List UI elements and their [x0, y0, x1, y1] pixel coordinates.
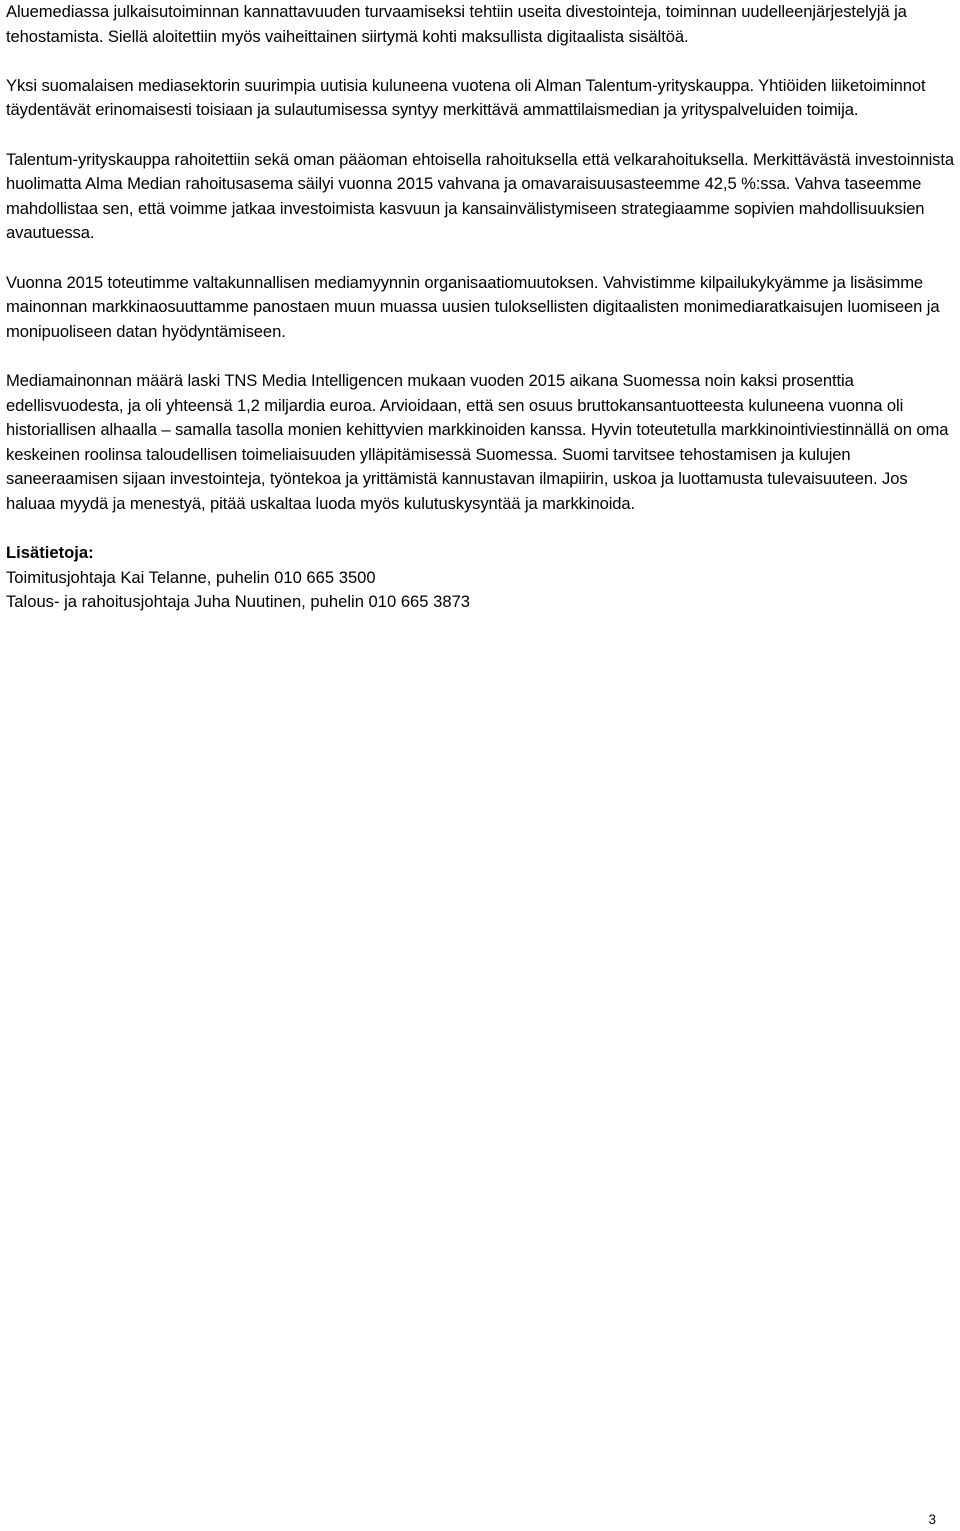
- paragraph-regional-media: Aluemediassa julkaisutoiminnan kannattavuuden turvaamiseksi tehtiin useita divestointeja, toiminnan uudelleenjärjestelyjä ja tehostamista. Siellä aloitettiin myös vaiheittainen siirtymä kohti maksullista digitaalista sisältöä.: [6, 2, 907, 46]
- contact-info: [6, 541, 958, 615]
- paragraph-financing: Talentum-yrityskauppa rahoitettiin sekä oman pääoman ehtoisella rahoituksella että velkarahoituksella. Merkittävästä investoinnista huolimatta Alma Median rahoitusasema säilyi vuonna 2015 vahvana ja omavaraisuusasteemme 42,5 %:ssa. Vahva taseemme mahdollistaa sen, että voimme jatkaa investoimista kasvuun ja kansainvälistymiseen strategiaamme sopivien mahdollisuuksien avautuessa.: [6, 149, 955, 243]
- page-number: 3: [928, 1512, 936, 1527]
- contact-heading: Lisätietoja:: [6, 543, 94, 563]
- paragraph-media-sales: Vuonna 2015 toteutimme valtakunnallisen mediamyynnin organisaatiomuutoksen. Vahvistimme kilpailukykyämme ja lisäsimme mainonnan markkinaosuuttamme panostaen muun muassa uusien tuloksellisten digitaalisten monimediaratkaisujen luomiseen ja monipuoliseen datan hyödyntämiseen.: [6, 272, 940, 341]
- document-page: [6, 0, 958, 615]
- contact-ceo: Toimitusjohtaja Kai Telanne, puhelin 010 665 3500: [6, 567, 376, 587]
- contact-cfo: Talous- ja rahoitusjohtaja Juha Nuutinen, puhelin 010 665 3873: [6, 592, 471, 612]
- paragraph-advertising-market: Mediamainonnan määrä laski TNS Media Intelligencen mukaan vuoden 2015 aikana Suomessa noin kaksi prosenttia edellisvuodesta, ja oli yhteensä 1,2 miljardia euroa. Arvioidaan, että sen osuus bruttokansantuotteesta kuluneena vuonna oli historiallisen alhaalla – samalla tasolla monien kehittyvien markkinoiden kanssa. Hyvin toteutetulla markkinointiviestinnällä on oma keskeinen roolinsa taloudellisen toimeliaisuuden ylläpitämisessä Suomessa. Suomi tarvitsee tehostamisen ja kulujen saneeraamisen sijaan investointeja, työntekoa ja yrittämistä kannustavan ilmapiirin, uskoa ja luottamusta tulevaisuuteen. Jos haluaa myydä ja menestyä, pitää uskaltaa luoda myös kulutuskysyntää ja markkinoida.: [6, 370, 949, 513]
- paragraph-talentum-acquisition: Yksi suomalaisen mediasektorin suurimpia uutisia kuluneena vuotena oli Alman Talentum-yrityskauppa. Yhtiöiden liiketoiminnot täydentävät erinomaisesti toisiaan ja sulautumisessa syntyy merkittävä ammattilaismedian ja yrityspalveluiden toimija.: [6, 75, 926, 120]
